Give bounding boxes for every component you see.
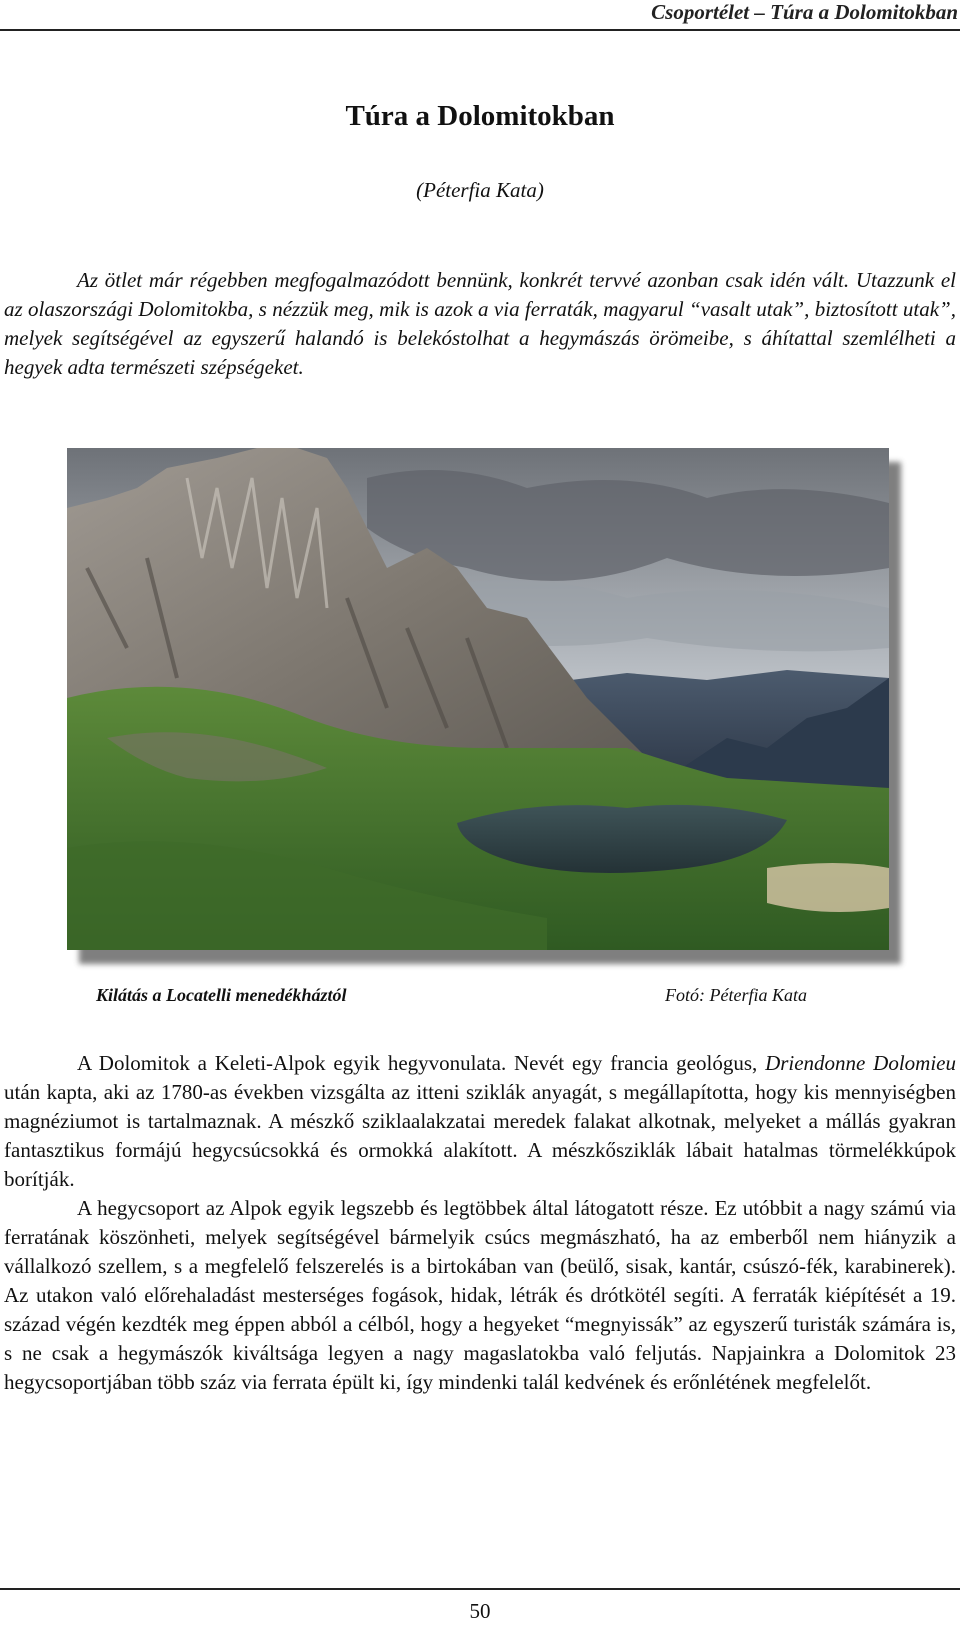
- body-paragraph-1-start: A Dolomitok a Keleti-Alpok egyik hegyvonulata. Nevét egy francia geológus,: [77, 1051, 766, 1075]
- intro-paragraph: [4, 266, 956, 382]
- footer-divider: [0, 1588, 960, 1590]
- running-header-title: Csoportélet – Túra a Dolomitokban: [651, 0, 958, 24]
- photo-credit: Fotó: Péterfia Kata: [665, 985, 807, 1005]
- running-header: [0, 0, 960, 30]
- article-title: Túra a Dolomitokban: [345, 100, 615, 132]
- header-divider: [0, 29, 960, 31]
- geologist-name: Driendonne Dolomieu: [765, 1051, 957, 1075]
- body-paragraph-1-end: után kapta, aki az 1780-as években vizsgálta az itteni sziklák anyagát, s megállapította, hogy kis mennyiségben magnéziumot is tartalmaznak. A mészkő sziklaalakzatai meredek falakat alkotnak, melyeket a mállás gyakran fantasztikus formájú hegycsúcsokká és ormokká alakított. A mészkősziklák lábait hatalmas törmelékkúpok borítják.: [4, 1080, 956, 1191]
- body-paragraph-1: [4, 1049, 956, 1194]
- intro-text: Az ötlet már régebben megfogalmazódott bennünk, konkrét tervvé azonban csak idén vált. Utazzunk el az olaszországi Dolomitokba, s nézzük meg, mik is azok a via ferraták, magyarul “vasalt utak”, biztosított utak”, melyek segítségével az egyszerű halandó is belekóstolhat a hegymászás örömeibe, s áhítattal szemlélheti a hegyek adta természeti szépségeket.: [4, 268, 956, 379]
- article-body: [4, 1049, 956, 1397]
- landscape-photo: [67, 448, 889, 950]
- page-number: 50: [469, 1599, 491, 1623]
- article-author: (Péterfia Kata): [416, 178, 544, 202]
- body-paragraph-2: A hegycsoport az Alpok egyik legszebb és legtöbbek által látogatott része. Ez utóbbit a nagy számú via ferratának köszönheti, melyek segítségével bármelyik csúcs megmászható, ha az emberből nem hiányzik a vállalkozó szellem, s a megfelelő felszerelés is a birtokában van (beülő, sisak, kantár, csúszó-fék, karabinerek). Az utakon való előrehaladást mesterséges fogások, hidak, létrák és drótkötél segíti. A ferraták kiépítését a 19. század végén kezdték meg éppen abból a célból, hogy a hegyeket “megnyissák” az egyszerű turisták számára is, s ne csak a hegymászók kiváltsága legyen a nagy magaslatokba való feljutás. Napjainkra a Dolomitok 23 hegycsoportjában több száz via ferrata épült ki, így mindenki talál kedvének és erőnlétének megfelelőt.: [4, 1196, 956, 1394]
- landscape-photo-figure: [67, 448, 889, 950]
- photo-caption: Kilátás a Locatelli menedékháztól: [96, 985, 347, 1005]
